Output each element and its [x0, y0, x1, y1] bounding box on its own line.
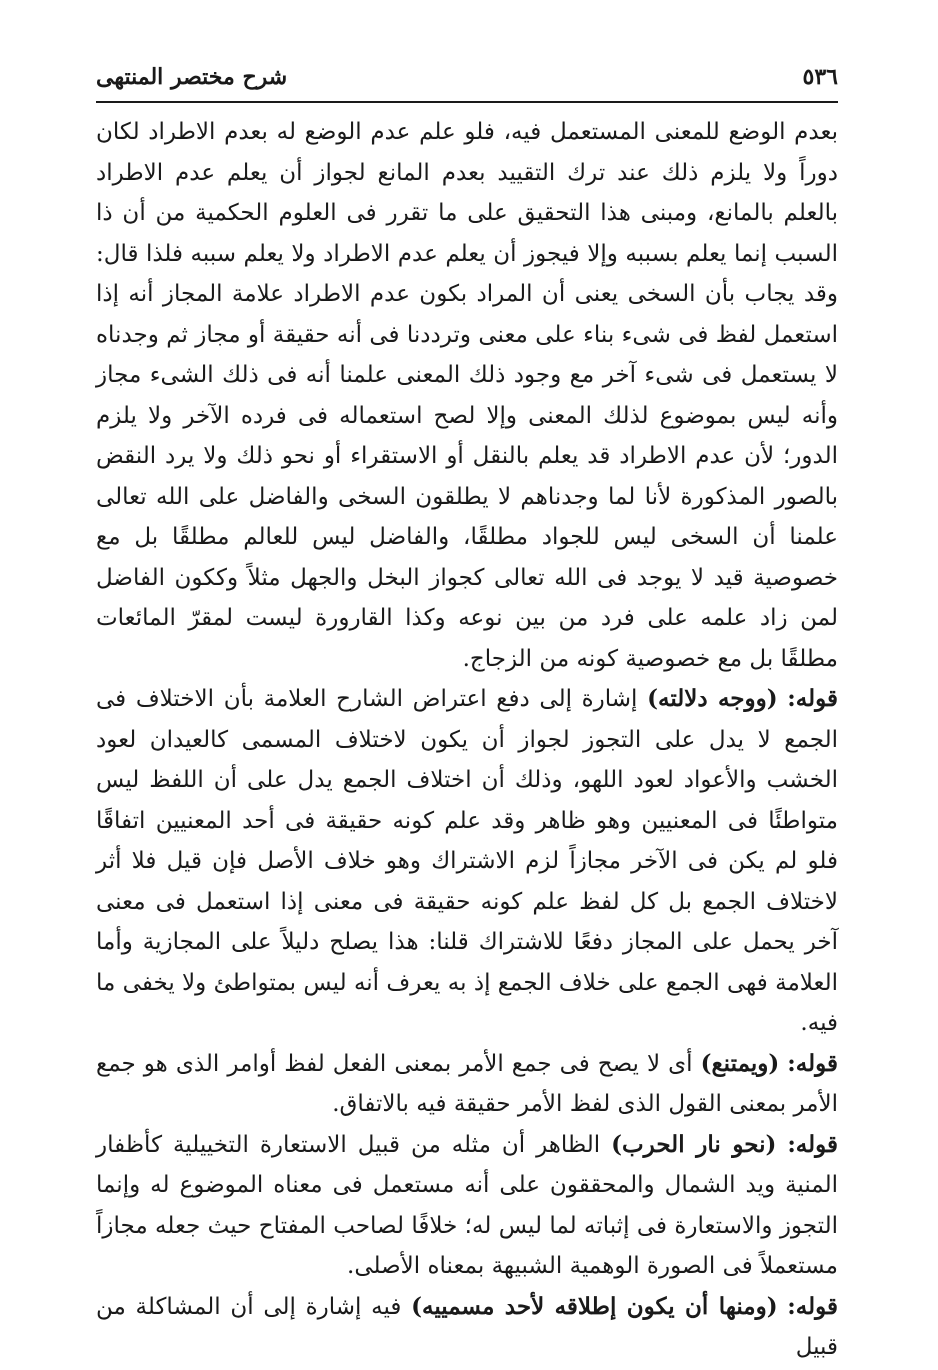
running-title: شرح مختصر المنتهى — [96, 64, 288, 90]
quoted-phrase: (ويمتنع) — [700, 1049, 780, 1077]
quoted-phrase: (ومنها أن يكون إطلاقه لأحد مسمييه) — [411, 1292, 778, 1320]
paragraph-text: بعدم الوضع للمعنى المستعمل فيه، فلو علم عدم الوضع له بعدم الاطراد لكان دوراً ولا يلزم ذلك عند ترك التقييد بعدم المانع لجواز أن يعلم عدم الاطراد بالعلم بالمانع، ومبنى هذا التحقيق على ما تقرر فى العلوم الحكمية من أن ذا السبب إنما يعلم بسببه وإلا فيجوز أن يعلم عدم الاطراد ولا يعلم سببه فلذا قال: وقد يجاب بأن السخى يعنى أن المراد بكون عدم الاطراد علامة المجاز أنه إذا استعمل لفظ فى شىء بناء على معنى وترددنا فى أنه حقيقة أو مجاز ثم وجدناه لا يستعمل فى شىء آخر مع وجود ذلك المعنى علمنا أنه فى ذلك الشىء مجاز وأنه ليس بموضوع لذلك المعنى وإلا لصح استعماله فى فرده الآخر ولا يلزم الدور؛ لأن عدم الاطراد قد يعلم بالنقل أو الاستقراء أو نحو ذلك ولا يرد النقض بالصور المذكورة لأنا لما وجدناهم لا يطلقون السخى والفاضل على الله تعالى علمنا أن السخى ليس للجواد مطلقًا، والفاضل ليس للعالم مطلقًا بل مع خصوصية قيد لا يوجد فى الله تعالى كجواز البخل والجهل مثلاً وككون الفاضل لمن زاد علمه على فرد من بين نوعه وكذا القارورة ليست لمقرّ المائعات مطلقًا بل مع خصوصية كونه من الزجاج. — [96, 119, 838, 672]
quoted-phrase: (نحو نار الحرب) — [611, 1130, 777, 1158]
paragraph-mushakala — [96, 1287, 838, 1368]
commentary-marker: قوله: — [787, 685, 838, 712]
paragraph-continuation — [96, 112, 838, 679]
header-rule — [96, 101, 838, 103]
paragraph-text: إشارة إلى دفع اعتراض الشارح العلامة بأن الاختلاف فى الجمع لا يدل على التجوز لجواز أن يكون لاختلاف المسمى كالعيدان لعود الخشب والأعواد لعود اللهو، وذلك أن اختلاف الجمع يدل على أن اللفظ ليس متواطئًا فى المعنيين وهو ظاهر وقد علم كونه حقيقة فى أحد المعنيين اتفاقًا فلو لم يكن فى الآخر مجازاً لزم الاشتراك وهو خلاف الأصل فإن قيل فلا أثر لاختلاف الجمع بل كل لفظ علم كونه حقيقة فى معنى إذا استعمل فى معنى آخر يحمل على المجاز دفعًا للاشتراك قلنا: هذا يصلح دليلاً على المجازية وأما العلامة فهى الجمع على خلاف الجمع إذ به يعرف أنه ليس بمتواطئ ولا يخفى ما فيه. — [96, 686, 838, 1036]
commentary-body — [96, 112, 838, 1368]
paragraph-text: فيه إشارة إلى أن المشاكلة من قبيل — [96, 1293, 838, 1360]
page-header — [96, 60, 838, 100]
quoted-phrase: (ووجه دلالته) — [647, 685, 778, 712]
paragraph-text: أى لا يصح فى جمع الأمر بمعنى الفعل لفظ أوامر الذى هو جمع الأمر بمعنى القول الذى لفظ الأمر حقيقة فيه بالاتفاق. — [96, 1050, 838, 1117]
commentary-marker: قوله: — [787, 1130, 839, 1158]
paragraph-nar-al-harb — [96, 1125, 838, 1287]
paragraph-wajh-dalalatihi — [96, 679, 838, 1044]
paragraph-yamtani — [96, 1044, 838, 1125]
paragraph-text: الظاهر أن مثله من قبيل الاستعارة التخييلية كأظفار المنية ويد الشمال والمحققون على أنه مستعمل فى معناه الموضوع له وإنما التجوز والاستعارة فى إثباته لما ليس له؛ خلافًا لصاحب المفتاح حيث جعله مجازاً مستعملاً فى الصورة الوهمية الشبيهة بمعناه الأصلى. — [96, 1131, 838, 1279]
commentary-marker: قوله: — [787, 1292, 839, 1320]
commentary-marker: قوله: — [787, 1049, 839, 1077]
page-number: ٥٣٦ — [802, 64, 838, 90]
